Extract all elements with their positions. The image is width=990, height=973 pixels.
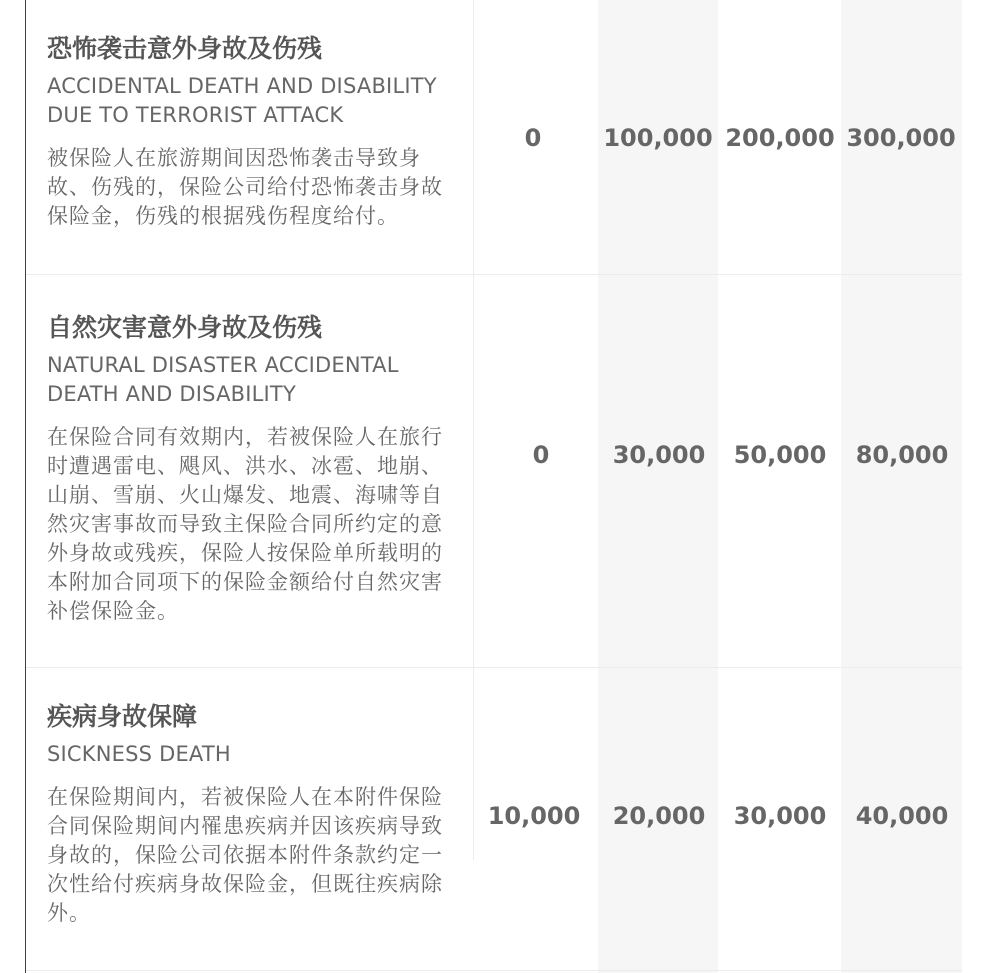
coverage-title: 自然灾害意外身故及伤残: [47, 313, 323, 342]
coverage-table: [25, 0, 962, 973]
plan-3-value: 30,000: [733, 802, 827, 830]
plan-3-value: 200,000: [725, 124, 835, 152]
plan-4-value: 40,000: [855, 802, 949, 830]
plan-2-value: 30,000: [612, 441, 706, 469]
row-divider: [26, 970, 962, 971]
coverage-detail: 被保险人在旅游期间因恐怖袭击导致身故、伤残的，保险公司给付恐怖袭击身故保险金，伤残的根据残伤程度给付。: [47, 146, 443, 228]
plan-1-value: 0: [532, 441, 550, 469]
row-divider: [26, 274, 962, 275]
plan-2-value: 20,000: [612, 802, 706, 830]
coverage-title-en: SICKNESS DEATH: [47, 742, 231, 766]
coverage-description: [47, 313, 457, 626]
plan-1-value: 10,000: [487, 802, 581, 830]
coverage-description: [47, 702, 457, 928]
plan-1-value: 0: [524, 124, 542, 152]
coverage-description: [47, 34, 457, 231]
plan-4-value: 300,000: [846, 124, 956, 152]
coverage-detail: 在保险合同有效期内，若被保险人在旅行时遭遇雷电、飓风、洪水、冰雹、地崩、山崩、雪崩、火山爆发、地震、海啸等自然灾害事故而导致主保险合同所约定的意外身故或残疾，保险人按保险单所载明的本附加合同项下的保险金额给付自然灾害补偿保险金。: [47, 425, 443, 623]
plan-2-value: 100,000: [603, 124, 713, 152]
coverage-title: 恐怖袭击意外身故及伤残: [47, 34, 323, 63]
coverage-title-en: NATURAL DISASTER ACCIDENTAL DEATH AND DISABILITY: [47, 353, 399, 406]
coverage-title: 疾病身故保障: [47, 702, 198, 731]
row-divider: [26, 667, 962, 668]
plan-4-value: 80,000: [855, 441, 949, 469]
plan-3-value: 50,000: [733, 441, 827, 469]
coverage-title-en: ACCIDENTAL DEATH AND DISABILITY DUE TO TERRORIST ATTACK: [47, 74, 437, 127]
coverage-detail: 在保险期间内，若被保险人在本附件保险合同保险期间内罹患疾病并因该疾病导致身故的，保险公司依据本附件条款约定一次性给付疾病身故保险金，但既往疾病除外。: [47, 785, 443, 925]
